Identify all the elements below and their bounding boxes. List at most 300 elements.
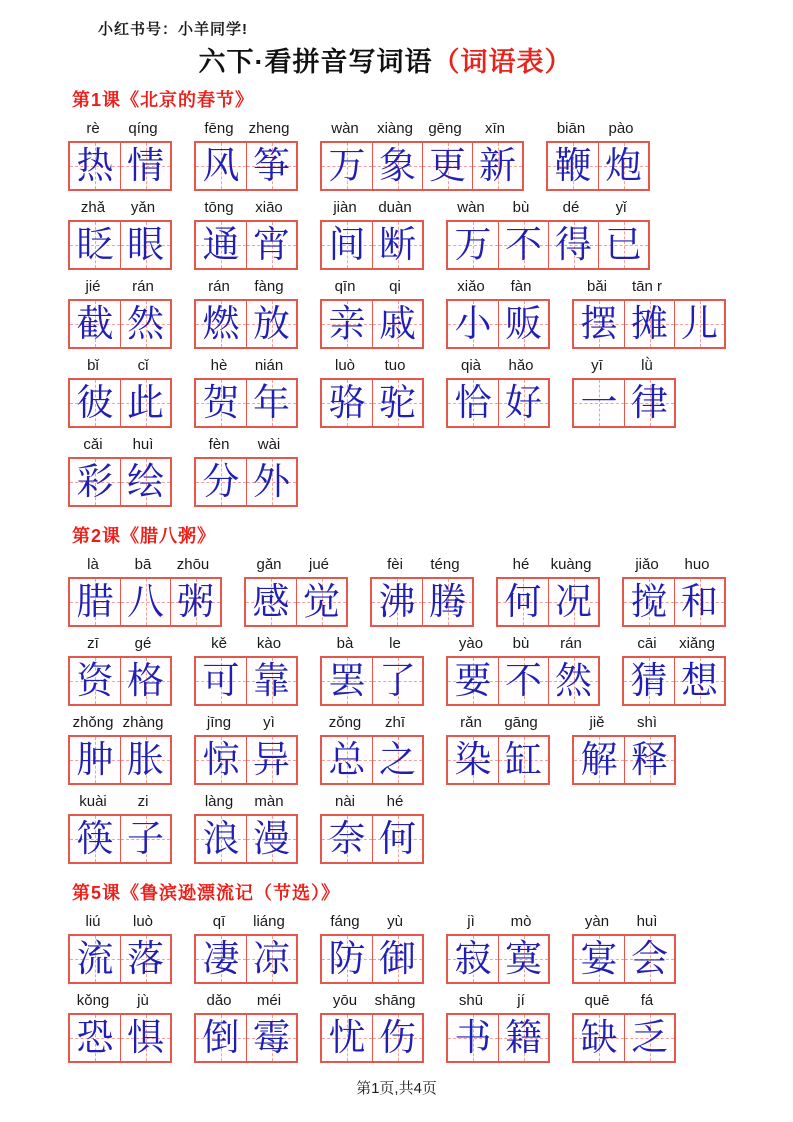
pinyin-syllable: jiàn: [333, 199, 357, 216]
character: 缺: [580, 1016, 618, 1059]
character: 染: [454, 738, 492, 781]
pinyin-syllable: yī: [591, 357, 603, 374]
pinyin-row: [446, 356, 550, 376]
character: 会: [631, 937, 668, 980]
writing-grid-box: [572, 934, 676, 984]
character: 防: [328, 937, 366, 980]
pinyin-syllable: tān r: [631, 278, 662, 295]
pinyin-syllable: shāng: [374, 992, 416, 1009]
character: 摆: [580, 302, 618, 345]
character: 截: [76, 302, 114, 345]
character: 漫: [253, 817, 290, 860]
character: 彼: [76, 381, 114, 424]
grid-cell: [322, 380, 372, 426]
pinyin-syllable: luò: [334, 357, 356, 374]
pinyin-syllable: liáng: [253, 913, 285, 930]
character: 缸: [505, 738, 542, 781]
character: 筷: [76, 817, 114, 860]
pinyin-row: [572, 991, 676, 1011]
pinyin-syllable: dǎo: [206, 992, 232, 1009]
character: 燃: [202, 302, 240, 345]
writing-grid-box: [68, 378, 172, 428]
grid-cell: [120, 579, 170, 625]
grid-cell: [498, 579, 548, 625]
word-group: [194, 912, 298, 984]
word-row: [68, 555, 763, 627]
grid-cell: [322, 143, 372, 189]
pinyin-row: [194, 713, 298, 733]
character: 亲: [328, 302, 366, 345]
character: 要: [454, 659, 492, 702]
writing-grid-box: [370, 577, 474, 627]
grid-cell: [574, 936, 624, 982]
grid-cell: [574, 737, 624, 783]
pinyin-row: [68, 792, 172, 812]
pinyin-syllable: làng: [204, 793, 234, 810]
character: 眼: [127, 223, 164, 266]
pinyin-syllable: fàn: [510, 278, 532, 295]
pinyin-syllable: xiāo: [255, 199, 283, 216]
character: 八: [127, 580, 164, 623]
pinyin-row: [68, 198, 172, 218]
character: 和: [681, 580, 718, 623]
pinyin-syllable: rán: [208, 278, 230, 295]
character: 流: [76, 937, 114, 980]
grid-cell: [246, 143, 296, 189]
word-group: [446, 356, 550, 428]
writing-grid-box: [496, 577, 600, 627]
character: 解: [580, 738, 618, 781]
character: 不: [505, 659, 542, 702]
pinyin-syllable: le: [389, 635, 401, 652]
character: 寞: [505, 937, 542, 980]
pinyin-syllable: fá: [640, 992, 654, 1009]
character: 忧: [328, 1016, 366, 1059]
pinyin-syllable: zhǎ: [80, 199, 106, 216]
character: 不: [505, 223, 542, 266]
grid-cell: [246, 737, 296, 783]
word-group: [68, 991, 172, 1063]
word-row: [68, 634, 763, 706]
grid-cell: [120, 222, 170, 268]
grid-cell: [322, 222, 372, 268]
pinyin-syllable: fáng: [330, 913, 360, 930]
grid-cell: [196, 143, 246, 189]
pinyin-syllable: hé: [386, 793, 404, 810]
page-title: [68, 43, 703, 81]
grid-cell: [448, 222, 498, 268]
character: 筝: [253, 144, 290, 187]
grid-cell: [422, 579, 472, 625]
pinyin-syllable: cǐ: [137, 357, 149, 374]
grid-cell: [322, 658, 372, 704]
grid-cell: [548, 658, 598, 704]
pinyin-syllable: biān: [556, 120, 586, 137]
grid-cell: [624, 301, 674, 347]
grid-cell: [472, 143, 522, 189]
pinyin-syllable: qi: [389, 278, 401, 295]
character: 然: [127, 302, 164, 345]
writing-grid-box: [68, 814, 172, 864]
pinyin-syllable: liú: [85, 913, 101, 930]
pinyin-syllable: wài: [257, 436, 281, 453]
grid-cell: [120, 459, 170, 505]
character: 宴: [580, 937, 618, 980]
word-group: [194, 991, 298, 1063]
writing-grid-box: [68, 299, 172, 349]
writing-grid-box: [194, 735, 298, 785]
grid-cell: [246, 380, 296, 426]
word-group: [194, 198, 298, 270]
pinyin-syllable: hè: [210, 357, 228, 374]
grid-cell: [196, 658, 246, 704]
character: 伤: [379, 1016, 416, 1059]
character: 沸: [378, 580, 416, 623]
pinyin-syllable: yōu: [332, 992, 358, 1009]
section-heading: 第1课《北京的春节》: [72, 90, 255, 110]
pinyin-row: [68, 912, 172, 932]
word-group: [496, 555, 600, 627]
character: 乏: [631, 1016, 668, 1059]
writing-grid-box: [194, 934, 298, 984]
character: 罢: [328, 659, 366, 702]
word-group: [68, 198, 172, 270]
pinyin-row: [320, 991, 424, 1011]
pinyin-syllable: zhōu: [176, 556, 210, 573]
writing-grid-box: [244, 577, 348, 627]
word-group: [622, 634, 726, 706]
character: 得: [555, 223, 592, 266]
grid-cell: [120, 1015, 170, 1061]
grid-cell: [448, 936, 498, 982]
pinyin-row: [320, 356, 424, 376]
grid-cell: [372, 380, 422, 426]
character: 浪: [202, 817, 240, 860]
section-heading: 第5课《鲁滨逊漂流记（节选）》: [72, 883, 341, 903]
word-group: [320, 912, 424, 984]
character: 搅: [630, 580, 668, 623]
pinyin-syllable: wàn: [457, 199, 485, 216]
grid-cell: [120, 380, 170, 426]
word-group: [320, 713, 424, 785]
grid-cell: [70, 380, 120, 426]
word-group: [320, 991, 424, 1063]
pinyin-syllable: yù: [387, 913, 403, 930]
grid-cell: [196, 737, 246, 783]
pinyin-row: [446, 713, 550, 733]
word-row: [68, 792, 763, 864]
grid-cell: [372, 737, 422, 783]
pinyin-syllable: fèn: [208, 436, 230, 453]
character: 年: [253, 381, 290, 424]
character: 落: [127, 937, 164, 980]
pinyin-syllable: nài: [334, 793, 356, 810]
character: 此: [127, 381, 164, 424]
pinyin-row: [572, 356, 676, 376]
pinyin-syllable: méi: [256, 992, 282, 1009]
character: 情: [127, 144, 164, 187]
writing-grid-box: [320, 299, 424, 349]
pinyin-syllable: yàn: [584, 913, 610, 930]
grid-cell: [322, 816, 372, 862]
grid-cell: [246, 459, 296, 505]
writing-grid-box: [320, 378, 424, 428]
pinyin-row: [194, 356, 298, 376]
word-group: [194, 435, 298, 507]
writing-grid-box: [68, 656, 172, 706]
word-row: [68, 912, 763, 984]
word-group: [446, 912, 550, 984]
word-group: [572, 912, 676, 984]
pinyin-syllable: cāi: [637, 635, 657, 652]
pinyin-syllable: jì: [467, 913, 475, 930]
word-group: [446, 991, 550, 1063]
word-group: [68, 435, 172, 507]
word-group: [244, 555, 348, 627]
grid-cell: [196, 1015, 246, 1061]
pinyin-syllable: jiě: [589, 714, 605, 731]
writing-grid-box: [194, 299, 298, 349]
pinyin-syllable: shì: [636, 714, 657, 731]
grid-cell: [70, 301, 120, 347]
character: 可: [202, 659, 240, 702]
character: 更: [429, 144, 466, 187]
writing-grid-box: [572, 378, 676, 428]
grid-cell: [548, 143, 598, 189]
pinyin-syllable: rán: [132, 278, 154, 295]
grid-cell: [246, 579, 296, 625]
character: 儿: [681, 302, 718, 345]
pinyin-syllable: fēng: [204, 120, 234, 137]
pinyin-syllable: bà: [336, 635, 354, 652]
word-group: [370, 555, 474, 627]
grid-cell: [372, 936, 422, 982]
pinyin-syllable: [672, 277, 722, 297]
pinyin-syllable: huo: [684, 556, 710, 573]
writing-grid-box: [194, 656, 298, 706]
pinyin-row: [244, 555, 348, 575]
grid-cell: [498, 301, 548, 347]
character: 小: [454, 302, 492, 345]
pinyin-syllable: nián: [254, 357, 284, 374]
lesson-section: [68, 87, 763, 507]
pinyin-syllable: rán: [560, 635, 582, 652]
pinyin-syllable: fàng: [254, 278, 284, 295]
word-group: [194, 119, 298, 191]
pinyin-syllable: bǐ: [87, 357, 99, 374]
word-row: [68, 198, 763, 270]
character: 万: [454, 223, 492, 266]
word-group: [320, 119, 524, 191]
pinyin-syllable: luò: [132, 913, 154, 930]
pinyin-syllable: kǒng: [76, 992, 110, 1009]
grid-cell: [598, 143, 648, 189]
pinyin-syllable: xīn: [484, 120, 505, 137]
pinyin-syllable: pào: [608, 120, 634, 137]
word-group: [194, 792, 298, 864]
pinyin-syllable: fèi: [387, 556, 403, 573]
character: 籍: [505, 1016, 542, 1059]
pinyin-syllable: jiǎo: [635, 556, 659, 573]
character: 释: [631, 738, 668, 781]
pinyin-syllable: bù: [512, 635, 530, 652]
character: 鞭: [554, 144, 592, 187]
writing-grid-box: [68, 1013, 172, 1063]
pinyin-row: [546, 119, 650, 139]
character: 之: [379, 738, 416, 781]
pinyin-syllable: bǎi: [586, 278, 608, 295]
character: 新: [479, 144, 516, 187]
grid-cell: [246, 936, 296, 982]
character: 驼: [379, 381, 416, 424]
character: 断: [379, 223, 416, 266]
pinyin-syllable: gēng: [428, 120, 462, 137]
writing-grid-box: [68, 577, 222, 627]
word-group: [68, 356, 172, 428]
grid-cell: [322, 1015, 372, 1061]
grid-cell: [422, 143, 472, 189]
writing-grid-box: [320, 735, 424, 785]
pinyin-row: [446, 912, 550, 932]
pinyin-row: [446, 634, 600, 654]
title-highlight: （词语表）: [432, 47, 573, 77]
pinyin-syllable: qī: [212, 913, 226, 930]
writing-grid-box: [194, 457, 298, 507]
character: 通: [202, 223, 240, 266]
pinyin-syllable: gǎn: [256, 556, 282, 573]
pinyin-row: [194, 792, 298, 812]
writing-grid-box: [446, 934, 550, 984]
character: 况: [555, 580, 592, 623]
writing-grid-box: [194, 814, 298, 864]
pinyin-row: [194, 991, 298, 1011]
grid-cell: [574, 1015, 624, 1061]
pinyin-syllable: jù: [137, 992, 149, 1009]
writing-grid-box: [194, 141, 298, 191]
character: 了: [379, 659, 416, 702]
word-row: [68, 991, 763, 1063]
writing-grid-box: [320, 656, 424, 706]
grid-cell: [372, 658, 422, 704]
word-group: [446, 713, 550, 785]
grid-cell: [498, 380, 548, 426]
character: 霉: [253, 1016, 290, 1059]
pinyin-row: [320, 792, 424, 812]
character: 异: [253, 738, 290, 781]
writing-grid-box: [446, 378, 550, 428]
pinyin-syllable: bā: [134, 556, 152, 573]
pinyin-syllable: kě: [211, 635, 227, 652]
grid-cell: [448, 301, 498, 347]
writing-grid-box: [622, 577, 726, 627]
pinyin-row: [68, 991, 172, 1011]
pinyin-syllable: lǜ: [641, 357, 653, 374]
grid-cell: [246, 222, 296, 268]
word-group: [68, 792, 172, 864]
grid-cell: [674, 579, 724, 625]
pinyin-syllable: zǒng: [328, 714, 362, 731]
grid-cell: [372, 222, 422, 268]
writing-grid-box: [320, 1013, 424, 1063]
character: 好: [505, 381, 542, 424]
character: 腾: [429, 580, 466, 623]
pinyin-syllable: wàn: [331, 120, 359, 137]
character: 书: [454, 1016, 492, 1059]
character: 戚: [379, 302, 416, 345]
word-row: [68, 277, 763, 349]
pinyin-row: [320, 912, 424, 932]
character: 外: [253, 460, 290, 503]
pinyin-syllable: kuàng: [550, 556, 592, 573]
grid-cell: [246, 301, 296, 347]
pinyin-syllable: hé: [512, 556, 530, 573]
pinyin-syllable: zī: [87, 635, 99, 652]
grid-cell: [196, 459, 246, 505]
grid-cell: [120, 816, 170, 862]
grid-cell: [498, 936, 548, 982]
writing-grid-box: [194, 1013, 298, 1063]
character: 万: [328, 144, 366, 187]
character: 炮: [605, 144, 642, 187]
pinyin-syllable: tōng: [204, 199, 234, 216]
word-group: [320, 634, 424, 706]
pinyin-syllable: duàn: [378, 199, 412, 216]
pinyin-syllable: zhàng: [122, 714, 164, 731]
writing-grid-box: [446, 735, 550, 785]
writing-grid-box: [622, 656, 726, 706]
grid-cell: [120, 658, 170, 704]
character: 寂: [454, 937, 492, 980]
writing-grid-box: [446, 220, 650, 270]
grid-cell: [246, 816, 296, 862]
writing-grid-box: [194, 378, 298, 428]
pinyin-row: [446, 991, 550, 1011]
word-group: [68, 119, 172, 191]
word-group: [320, 792, 424, 864]
character: 总: [328, 738, 366, 781]
grid-cell: [624, 380, 674, 426]
grid-cell: [322, 936, 372, 982]
writing-grid-box: [320, 814, 424, 864]
pinyin-row: [320, 634, 424, 654]
pinyin-row: [194, 277, 298, 297]
character: 想: [681, 659, 718, 702]
grid-cell: [498, 222, 548, 268]
character: 资: [76, 659, 114, 702]
pinyin-row: [68, 555, 222, 575]
pinyin-syllable: xiǎo: [457, 278, 485, 295]
grid-cell: [70, 143, 120, 189]
writing-grid-box: [446, 656, 600, 706]
pinyin-syllable: kào: [256, 635, 282, 652]
grid-cell: [624, 936, 674, 982]
pinyin-row: [622, 634, 726, 654]
pinyin-syllable: dé: [562, 199, 580, 216]
character: 御: [379, 937, 416, 980]
word-group: [194, 277, 298, 349]
title-main: 六下·看拼音写词语: [198, 47, 433, 77]
word-group: [446, 634, 600, 706]
pinyin-row: [194, 912, 298, 932]
character: 肿: [76, 738, 114, 781]
word-group: [194, 713, 298, 785]
grid-cell: [624, 1015, 674, 1061]
pinyin-syllable: xiǎng: [679, 635, 715, 652]
pinyin-syllable: zheng: [248, 120, 290, 137]
pinyin-row: [572, 277, 726, 297]
grid-cell: [70, 459, 120, 505]
grid-cell: [322, 301, 372, 347]
